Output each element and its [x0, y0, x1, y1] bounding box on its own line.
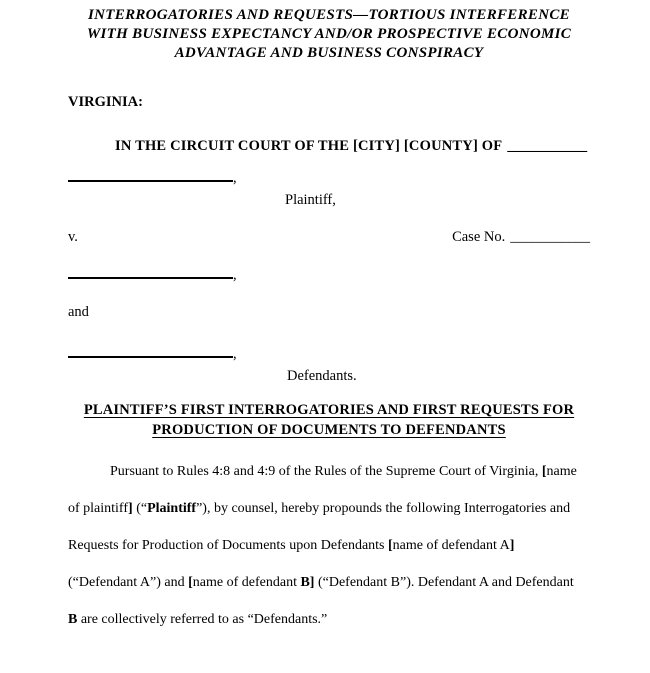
document-title-line-2: WITH BUSINESS EXPECTANCY AND/OR PROSPECTIVE ECONOMIC [86, 26, 572, 42]
case-number-group [452, 227, 590, 247]
defendant2-name-blank-line [68, 342, 233, 358]
caption-and-row [68, 302, 590, 322]
caption-defendant1-blank-row [68, 263, 590, 285]
versus-label: v. [68, 229, 78, 245]
blank-line-comma: , [233, 346, 237, 362]
state-label: VIRGINIA: [68, 94, 143, 110]
court-name-blank: ___________ [507, 138, 588, 154]
caption-plaintiff-blank-row [68, 166, 590, 188]
caption-versus-row [68, 227, 590, 247]
section-heading-line-2: PRODUCTION OF DOCUMENTS TO DEFENDANTS [152, 422, 506, 438]
blank-line-comma: , [233, 267, 237, 283]
document-title-line-1: INTERROGATORIES AND REQUESTS—TORTIOUS INTERFERENCE [88, 7, 570, 23]
plaintiff-label: Plaintiff, [285, 192, 336, 208]
defendants-label: Defendants. [287, 368, 357, 384]
section-heading-line-1: PLAINTIFF’S FIRST INTERROGATORIES AND FIRST REQUESTS FOR [83, 402, 575, 418]
blank-line-comma: , [233, 170, 237, 186]
document-title [68, 6, 590, 63]
defendant1-name-blank-line [68, 263, 233, 279]
case-number-label: Case No. [452, 229, 506, 245]
body-paragraph: Pursuant to Rules 4:8 and 4:9 of the Rules of the Supreme Court of Virginia, [name of plaintiff] (“Plaintiff”), by counsel, hereby propounds the following Interrogatories and Requests for Production of Documents upon Defendants [name of defendant A] (“Defendant A”) and [name of defendant B] (“Defendant B”). Defendant A and Defendant B are collectively referred to as “Defendants.” [68, 464, 577, 627]
caption-plaintiff-row [68, 190, 590, 210]
and-label: and [68, 304, 89, 320]
court-line-text: IN THE CIRCUIT COURT OF THE [CITY] [COUNTY] OF [115, 138, 503, 154]
section-heading [68, 400, 590, 440]
caption-defendants-row [68, 366, 590, 386]
court-line [68, 138, 590, 155]
plaintiff-name-blank-line [68, 166, 233, 182]
document-title-line-3: ADVANTAGE AND BUSINESS CONSPIRACY [174, 45, 484, 61]
caption-defendant2-blank-row [68, 342, 590, 364]
case-number-blank: ___________ [510, 229, 590, 245]
